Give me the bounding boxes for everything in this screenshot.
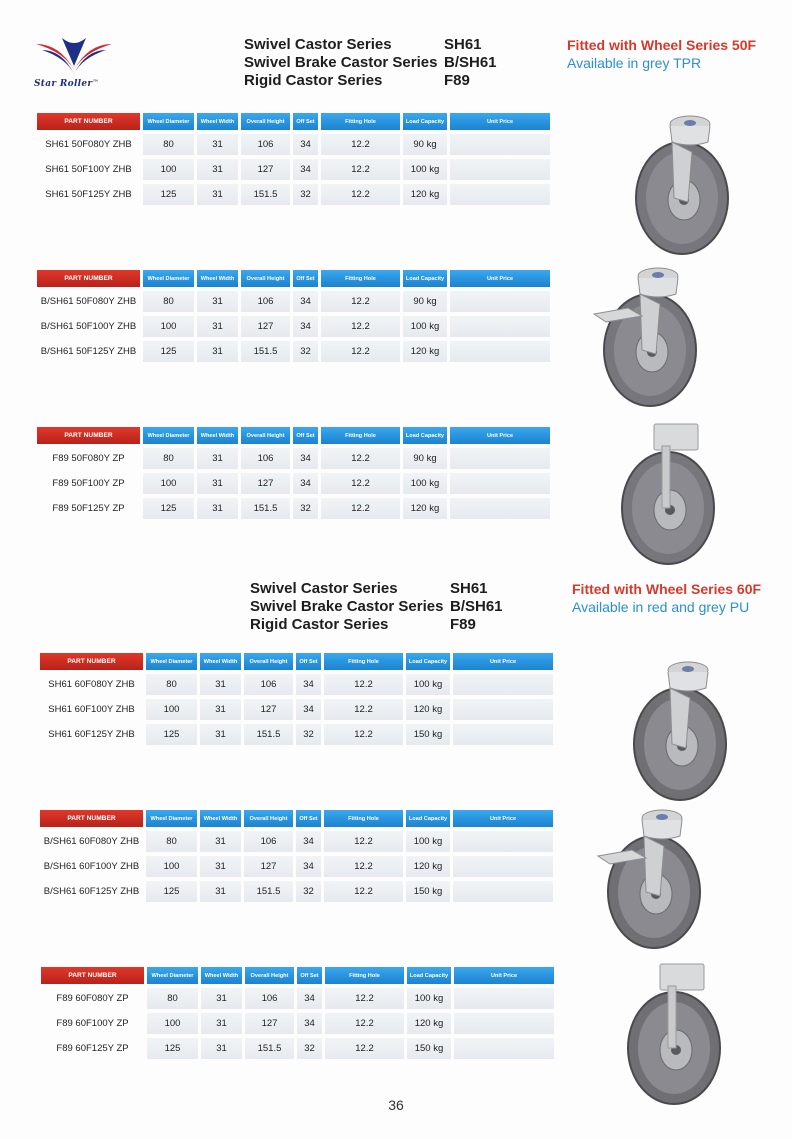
table-cell: 12.2 bbox=[324, 724, 403, 745]
table-cell: 125 bbox=[143, 341, 194, 362]
series-name: Swivel Brake Castor Series bbox=[244, 54, 438, 71]
series-code: SH61 bbox=[444, 36, 482, 53]
unit-price-cell bbox=[450, 291, 550, 312]
table-cell: 34 bbox=[296, 856, 321, 877]
table-row bbox=[37, 446, 557, 471]
series-row bbox=[244, 54, 497, 72]
table-cell: 150 kg bbox=[407, 1038, 451, 1059]
table-cell: 127 bbox=[244, 856, 293, 877]
table-cell: 120 kg bbox=[406, 699, 450, 720]
unit-price-cell bbox=[450, 184, 550, 205]
column-header: Fitting Hole bbox=[324, 653, 403, 670]
part-number-cell: B/SH61 60F100Y ZHB bbox=[43, 861, 140, 872]
column-header: Wheel Width bbox=[197, 270, 238, 287]
table-cell: 151.5 bbox=[241, 184, 290, 205]
unit-price-cell bbox=[453, 856, 553, 877]
table-cell: 12.2 bbox=[321, 498, 400, 519]
table-cell: 151.5 bbox=[241, 341, 290, 362]
table-row bbox=[40, 854, 560, 879]
series-name: Swivel Castor Series bbox=[250, 580, 398, 597]
part-number-cell: F89 60F100Y ZP bbox=[56, 1018, 129, 1029]
series-row bbox=[250, 580, 503, 598]
part-number-cell: SH61 50F100Y ZHB bbox=[45, 164, 132, 175]
part-number-cell: F89 60F080Y ZP bbox=[56, 993, 129, 1004]
table-cell: 34 bbox=[293, 159, 318, 180]
part-number-cell: B/SH61 60F080Y ZHB bbox=[43, 836, 140, 847]
table-cell: 31 bbox=[197, 473, 238, 494]
table-cell: 100 kg bbox=[407, 988, 451, 1009]
table-cell: 34 bbox=[296, 831, 321, 852]
table-row bbox=[41, 986, 561, 1011]
table-cell: 100 bbox=[143, 159, 194, 180]
table-header bbox=[40, 653, 560, 672]
column-header: Overall Height bbox=[244, 810, 293, 827]
column-header: PART NUMBER bbox=[40, 653, 143, 670]
swivel-brake-castor-icon bbox=[584, 800, 714, 950]
table-row bbox=[40, 697, 560, 722]
column-header: Wheel Diameter bbox=[146, 810, 197, 827]
column-header: Overall Height bbox=[241, 270, 290, 287]
spec-table bbox=[40, 810, 560, 904]
table-cell: 12.2 bbox=[324, 881, 403, 902]
part-number-cell: SH61 50F125Y ZHB bbox=[45, 189, 132, 200]
column-header: Unit Price bbox=[450, 113, 550, 130]
table-cell: 80 bbox=[143, 134, 194, 155]
table-cell: 34 bbox=[293, 316, 318, 337]
logo-mark-icon bbox=[34, 36, 114, 78]
column-header: Off Set bbox=[293, 427, 318, 444]
column-header: Unit Price bbox=[453, 810, 553, 827]
table-cell: 125 bbox=[143, 184, 194, 205]
series-code: B/SH61 bbox=[444, 54, 497, 71]
table-cell: 12.2 bbox=[321, 291, 400, 312]
part-number-cell: B/SH61 50F100Y ZHB bbox=[40, 321, 137, 332]
table-row bbox=[40, 672, 560, 697]
column-header: Fitting Hole bbox=[325, 967, 404, 984]
table-cell: 106 bbox=[241, 291, 290, 312]
spec-table bbox=[37, 113, 557, 207]
table-cell: 80 bbox=[143, 448, 194, 469]
table-cell: 12.2 bbox=[324, 699, 403, 720]
table-cell: 32 bbox=[296, 881, 321, 902]
table-cell: 32 bbox=[297, 1038, 322, 1059]
table-cell: 34 bbox=[296, 674, 321, 695]
column-header: Load Capacity bbox=[403, 427, 447, 444]
table-cell: 100 bbox=[146, 699, 197, 720]
table-cell: 106 bbox=[245, 988, 294, 1009]
table-cell: 100 kg bbox=[403, 473, 447, 494]
table-cell: 34 bbox=[297, 1013, 322, 1034]
table-cell: 32 bbox=[293, 184, 318, 205]
unit-price-cell bbox=[453, 831, 553, 852]
column-header: Off Set bbox=[293, 270, 318, 287]
part-number-cell: F89 60F125Y ZP bbox=[56, 1043, 129, 1054]
table-cell: 12.2 bbox=[321, 473, 400, 494]
table-cell: 151.5 bbox=[244, 724, 293, 745]
unit-price-cell bbox=[450, 448, 550, 469]
part-number-cell: SH61 50F080Y ZHB bbox=[45, 139, 132, 150]
table-cell: 31 bbox=[197, 134, 238, 155]
table-cell: 100 bbox=[147, 1013, 198, 1034]
table-row bbox=[40, 829, 560, 854]
table-cell: 90 kg bbox=[403, 291, 447, 312]
table-cell: 127 bbox=[241, 316, 290, 337]
swivel-brake-castor-icon bbox=[580, 258, 710, 408]
table-cell: 80 bbox=[146, 831, 197, 852]
table-cell: 31 bbox=[200, 881, 241, 902]
availability-note: Available in red and grey PU bbox=[572, 599, 750, 615]
unit-price-cell bbox=[450, 134, 550, 155]
table-cell: 120 kg bbox=[406, 856, 450, 877]
unit-price-cell bbox=[450, 341, 550, 362]
table-cell: 106 bbox=[244, 831, 293, 852]
unit-price-cell bbox=[453, 699, 553, 720]
table-cell: 127 bbox=[244, 699, 293, 720]
column-header: Overall Height bbox=[244, 653, 293, 670]
part-number-cell: F89 50F100Y ZP bbox=[52, 478, 125, 489]
table-cell: 34 bbox=[293, 291, 318, 312]
column-header: Fitting Hole bbox=[321, 113, 400, 130]
column-header: Overall Height bbox=[241, 113, 290, 130]
table-row bbox=[37, 471, 557, 496]
table-cell: 127 bbox=[241, 473, 290, 494]
table-cell: 106 bbox=[241, 134, 290, 155]
table-cell: 31 bbox=[201, 1038, 242, 1059]
table-row bbox=[41, 1011, 561, 1036]
table-cell: 151.5 bbox=[244, 881, 293, 902]
unit-price-cell bbox=[454, 1013, 554, 1034]
table-cell: 32 bbox=[296, 724, 321, 745]
table-cell: 32 bbox=[293, 498, 318, 519]
table-header bbox=[37, 427, 557, 446]
column-header: Wheel Width bbox=[201, 967, 242, 984]
table-cell: 12.2 bbox=[325, 988, 404, 1009]
column-header: Overall Height bbox=[245, 967, 294, 984]
rigid-castor-icon bbox=[598, 416, 728, 566]
column-header: Off Set bbox=[297, 967, 322, 984]
table-cell: 31 bbox=[200, 856, 241, 877]
star-roller-logo bbox=[34, 36, 114, 98]
table-cell: 34 bbox=[293, 473, 318, 494]
table-cell: 12.2 bbox=[321, 134, 400, 155]
column-header: Overall Height bbox=[241, 427, 290, 444]
table-row bbox=[40, 722, 560, 747]
table-cell: 151.5 bbox=[241, 498, 290, 519]
column-header: Load Capacity bbox=[406, 653, 450, 670]
table-cell: 127 bbox=[241, 159, 290, 180]
table-cell: 127 bbox=[245, 1013, 294, 1034]
table-cell: 31 bbox=[197, 291, 238, 312]
part-number-cell: B/SH61 60F125Y ZHB bbox=[43, 886, 140, 897]
column-header: Wheel Diameter bbox=[143, 113, 194, 130]
table-cell: 31 bbox=[197, 341, 238, 362]
column-header: Load Capacity bbox=[407, 967, 451, 984]
table-cell: 31 bbox=[197, 498, 238, 519]
column-header: Wheel Width bbox=[200, 653, 241, 670]
series-name: Rigid Castor Series bbox=[250, 616, 389, 633]
column-header: Fitting Hole bbox=[321, 270, 400, 287]
table-cell: 100 kg bbox=[406, 674, 450, 695]
table-cell: 125 bbox=[147, 1038, 198, 1059]
column-header: Load Capacity bbox=[403, 113, 447, 130]
table-cell: 120 kg bbox=[403, 341, 447, 362]
table-cell: 90 kg bbox=[403, 134, 447, 155]
table-cell: 32 bbox=[293, 341, 318, 362]
column-header: Unit Price bbox=[450, 427, 550, 444]
table-row bbox=[37, 182, 557, 207]
table-cell: 12.2 bbox=[321, 316, 400, 337]
series-name: Swivel Castor Series bbox=[244, 36, 392, 53]
table-cell: 31 bbox=[197, 316, 238, 337]
table-cell: 100 bbox=[146, 856, 197, 877]
table-cell: 31 bbox=[197, 159, 238, 180]
column-header: Wheel Width bbox=[197, 427, 238, 444]
brand-name: Star Roller bbox=[34, 79, 93, 89]
column-header: Off Set bbox=[293, 113, 318, 130]
table-cell: 100 kg bbox=[403, 159, 447, 180]
unit-price-cell bbox=[450, 159, 550, 180]
table-cell: 151.5 bbox=[245, 1038, 294, 1059]
unit-price-cell bbox=[453, 881, 553, 902]
table-cell: 31 bbox=[200, 699, 241, 720]
column-header: Fitting Hole bbox=[324, 810, 403, 827]
table-cell: 31 bbox=[197, 184, 238, 205]
column-header: Wheel Diameter bbox=[143, 427, 194, 444]
series-code: F89 bbox=[450, 616, 476, 633]
spec-table bbox=[41, 967, 561, 1061]
column-header: Fitting Hole bbox=[321, 427, 400, 444]
table-cell: 31 bbox=[201, 1013, 242, 1034]
column-header: Unit Price bbox=[453, 653, 553, 670]
series-code: SH61 bbox=[450, 580, 488, 597]
unit-price-cell bbox=[454, 1038, 554, 1059]
table-cell: 150 kg bbox=[406, 881, 450, 902]
part-number-cell: F89 50F125Y ZP bbox=[52, 503, 125, 514]
table-cell: 80 bbox=[147, 988, 198, 1009]
column-header: Unit Price bbox=[454, 967, 554, 984]
column-header: Off Set bbox=[296, 810, 321, 827]
column-header: Off Set bbox=[296, 653, 321, 670]
table-cell: 106 bbox=[244, 674, 293, 695]
table-cell: 31 bbox=[197, 448, 238, 469]
part-number-cell: SH61 60F100Y ZHB bbox=[48, 704, 135, 715]
availability-note: Available in grey TPR bbox=[567, 55, 702, 71]
unit-price-cell bbox=[450, 473, 550, 494]
table-cell: 12.2 bbox=[325, 1038, 404, 1059]
series-list-2 bbox=[250, 580, 503, 634]
table-row bbox=[37, 339, 557, 364]
column-header: PART NUMBER bbox=[37, 427, 140, 444]
unit-price-cell bbox=[450, 498, 550, 519]
part-number-cell: SH61 60F080Y ZHB bbox=[48, 679, 135, 690]
table-cell: 150 kg bbox=[406, 724, 450, 745]
table-cell: 31 bbox=[200, 724, 241, 745]
table-cell: 12.2 bbox=[321, 159, 400, 180]
table-header bbox=[37, 270, 557, 289]
table-row bbox=[40, 879, 560, 904]
series-code: F89 bbox=[444, 72, 470, 89]
table-cell: 31 bbox=[201, 988, 242, 1009]
unit-price-cell bbox=[453, 724, 553, 745]
part-number-cell: B/SH61 50F080Y ZHB bbox=[40, 296, 137, 307]
part-number-cell: F89 50F080Y ZP bbox=[52, 453, 125, 464]
fitted-note-2 bbox=[572, 580, 761, 616]
trademark-symbol: ™ bbox=[92, 79, 99, 86]
table-cell: 125 bbox=[143, 498, 194, 519]
table-cell: 90 kg bbox=[403, 448, 447, 469]
table-cell: 34 bbox=[296, 699, 321, 720]
table-row bbox=[37, 314, 557, 339]
part-number-cell: SH61 60F125Y ZHB bbox=[48, 729, 135, 740]
table-cell: 31 bbox=[200, 831, 241, 852]
table-cell: 100 kg bbox=[406, 831, 450, 852]
table-cell: 34 bbox=[297, 988, 322, 1009]
table-cell: 100 bbox=[143, 473, 194, 494]
unit-price-cell bbox=[450, 316, 550, 337]
fitted-note-1 bbox=[567, 36, 756, 72]
table-cell: 31 bbox=[200, 674, 241, 695]
table-cell: 34 bbox=[293, 134, 318, 155]
table-row bbox=[41, 1036, 561, 1061]
page-number: 36 bbox=[388, 1097, 404, 1113]
table-cell: 80 bbox=[143, 291, 194, 312]
series-row bbox=[250, 616, 503, 634]
fitted-title: Fitted with Wheel Series 60F bbox=[572, 581, 762, 597]
swivel-castor-icon bbox=[612, 106, 742, 256]
series-code: B/SH61 bbox=[450, 598, 503, 615]
table-cell: 100 kg bbox=[403, 316, 447, 337]
column-header: Unit Price bbox=[450, 270, 550, 287]
table-cell: 12.2 bbox=[325, 1013, 404, 1034]
series-row bbox=[244, 72, 497, 90]
unit-price-cell bbox=[453, 674, 553, 695]
swivel-castor-icon bbox=[610, 652, 740, 802]
table-cell: 80 bbox=[146, 674, 197, 695]
series-name: Swivel Brake Castor Series bbox=[250, 598, 444, 615]
table-cell: 34 bbox=[293, 448, 318, 469]
column-header: PART NUMBER bbox=[40, 810, 143, 827]
rigid-castor-icon bbox=[604, 956, 734, 1106]
table-row bbox=[37, 496, 557, 521]
column-header: Load Capacity bbox=[403, 270, 447, 287]
table-cell: 12.2 bbox=[321, 448, 400, 469]
spec-table bbox=[37, 427, 557, 521]
table-cell: 125 bbox=[146, 881, 197, 902]
table-cell: 12.2 bbox=[324, 674, 403, 695]
table-header bbox=[37, 113, 557, 132]
column-header: PART NUMBER bbox=[41, 967, 144, 984]
table-header bbox=[41, 967, 561, 986]
table-row bbox=[37, 289, 557, 314]
spec-table bbox=[37, 270, 557, 364]
part-number-cell: B/SH61 50F125Y ZHB bbox=[40, 346, 137, 357]
table-cell: 100 bbox=[143, 316, 194, 337]
column-header: Wheel Diameter bbox=[146, 653, 197, 670]
table-cell: 12.2 bbox=[324, 831, 403, 852]
table-cell: 12.2 bbox=[321, 341, 400, 362]
series-row bbox=[250, 598, 503, 616]
table-row bbox=[37, 132, 557, 157]
column-header: Wheel Width bbox=[197, 113, 238, 130]
column-header: PART NUMBER bbox=[37, 270, 140, 287]
series-name: Rigid Castor Series bbox=[244, 72, 383, 89]
column-header: Wheel Diameter bbox=[143, 270, 194, 287]
table-header bbox=[40, 810, 560, 829]
table-cell: 12.2 bbox=[321, 184, 400, 205]
table-cell: 120 kg bbox=[403, 498, 447, 519]
table-row bbox=[37, 157, 557, 182]
spec-table bbox=[40, 653, 560, 747]
table-cell: 106 bbox=[241, 448, 290, 469]
table-cell: 125 bbox=[146, 724, 197, 745]
column-header: Wheel Width bbox=[200, 810, 241, 827]
table-cell: 12.2 bbox=[324, 856, 403, 877]
column-header: Load Capacity bbox=[406, 810, 450, 827]
fitted-title: Fitted with Wheel Series 50F bbox=[567, 37, 757, 53]
column-header: PART NUMBER bbox=[37, 113, 140, 130]
series-list-1 bbox=[244, 36, 497, 90]
series-row bbox=[244, 36, 497, 54]
unit-price-cell bbox=[454, 988, 554, 1009]
table-cell: 120 kg bbox=[407, 1013, 451, 1034]
column-header: Wheel Diameter bbox=[147, 967, 198, 984]
table-cell: 120 kg bbox=[403, 184, 447, 205]
